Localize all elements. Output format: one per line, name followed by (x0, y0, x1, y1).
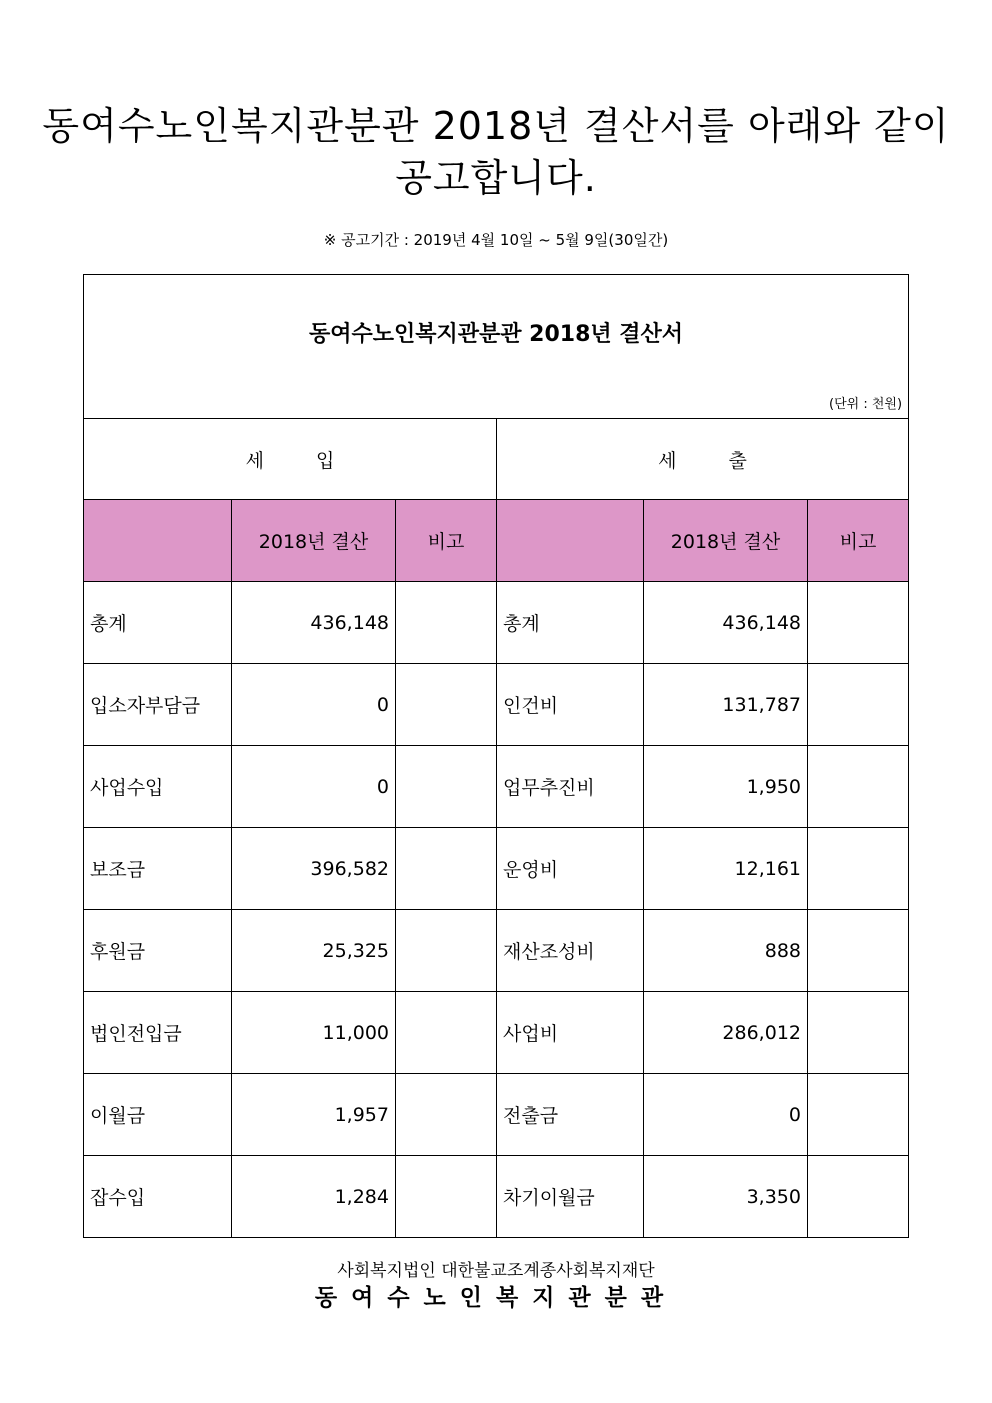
income-label-header (84, 500, 232, 582)
income-item-amount: 11,000 (232, 992, 396, 1074)
income-item-label: 법인전입금 (84, 992, 232, 1074)
income-item-amount: 1,284 (232, 1156, 396, 1238)
expense-item-note (808, 1156, 909, 1238)
expense-item-note (808, 992, 909, 1074)
table-title: 동여수노인복지관분관 2018년 결산서 (308, 322, 684, 347)
expense-item-note (808, 664, 909, 746)
table-row (84, 1074, 909, 1156)
expense-item-amount: 3,350 (644, 1156, 808, 1238)
table-row (84, 910, 909, 992)
income-item-amount: 25,325 (232, 910, 396, 992)
expense-item-label: 차기이월금 (497, 1156, 644, 1238)
expense-item-label: 재산조성비 (497, 910, 644, 992)
income-amount-header: 2018년 결산 (232, 500, 396, 582)
income-item-note (396, 910, 497, 992)
expense-section-header: 세출 (497, 419, 909, 500)
expense-item-label: 운영비 (497, 828, 644, 910)
expense-item-note (808, 828, 909, 910)
income-item-label: 입소자부담금 (84, 664, 232, 746)
expense-item-amount: 888 (644, 910, 808, 992)
income-item-label: 보조금 (84, 828, 232, 910)
footer-center-name: 동여수노인복지관분관 (314, 1284, 678, 1311)
expense-item-amount: 1,950 (644, 746, 808, 828)
income-section-header: 세입 (84, 419, 497, 500)
table-row (84, 664, 909, 746)
table-body (84, 582, 909, 1238)
table-row (84, 582, 909, 664)
income-item-note (396, 582, 497, 664)
income-item-label: 잡수입 (84, 1156, 232, 1238)
income-item-label: 총계 (84, 582, 232, 664)
income-note-header: 비고 (396, 500, 497, 582)
income-item-note (396, 828, 497, 910)
expense-item-label: 인건비 (497, 664, 644, 746)
income-item-note (396, 746, 497, 828)
income-item-label: 이월금 (84, 1074, 232, 1156)
expense-item-amount: 0 (644, 1074, 808, 1156)
expense-item-amount: 436,148 (644, 582, 808, 664)
expense-item-amount: 12,161 (644, 828, 808, 910)
expense-item-note (808, 746, 909, 828)
notice-line-1: 동여수노인복지관분관 2018년 결산서를 아래와 같이 (42, 104, 950, 148)
expense-item-label: 업무추진비 (497, 746, 644, 828)
income-item-note (396, 1074, 497, 1156)
income-item-label: 후원금 (84, 910, 232, 992)
income-item-amount: 0 (232, 746, 396, 828)
table-title-cell (84, 275, 909, 419)
expense-item-label: 전출금 (497, 1074, 644, 1156)
table-row (84, 828, 909, 910)
table-row (84, 746, 909, 828)
expense-item-note (808, 910, 909, 992)
notice-period: ※ 공고기간 : 2019년 4월 10일 ~ 5월 9일(30일간) (323, 231, 669, 249)
unit-label: (단위 : 천원) (829, 397, 903, 412)
expense-item-note (808, 582, 909, 664)
expense-note-header: 비고 (808, 500, 909, 582)
table-row (84, 1156, 909, 1238)
income-item-amount: 436,148 (232, 582, 396, 664)
income-item-note (396, 664, 497, 746)
income-item-note (396, 992, 497, 1074)
footer-organization: 사회복지법인 대한불교조계종사회복지재단 (337, 1261, 655, 1281)
notice-headline (40, 100, 952, 204)
expense-item-label: 사업비 (497, 992, 644, 1074)
expense-label-header (497, 500, 644, 582)
income-item-amount: 396,582 (232, 828, 396, 910)
table-row (84, 992, 909, 1074)
expense-item-amount: 286,012 (644, 992, 808, 1074)
expense-item-amount: 131,787 (644, 664, 808, 746)
income-item-label: 사업수입 (84, 746, 232, 828)
expense-amount-header: 2018년 결산 (644, 500, 808, 582)
settlement-table (83, 274, 909, 1238)
income-item-note (396, 1156, 497, 1238)
income-item-amount: 0 (232, 664, 396, 746)
expense-item-note (808, 1074, 909, 1156)
expense-item-label: 총계 (497, 582, 644, 664)
notice-line-2: 공고합니다. (395, 156, 597, 200)
income-item-amount: 1,957 (232, 1074, 396, 1156)
